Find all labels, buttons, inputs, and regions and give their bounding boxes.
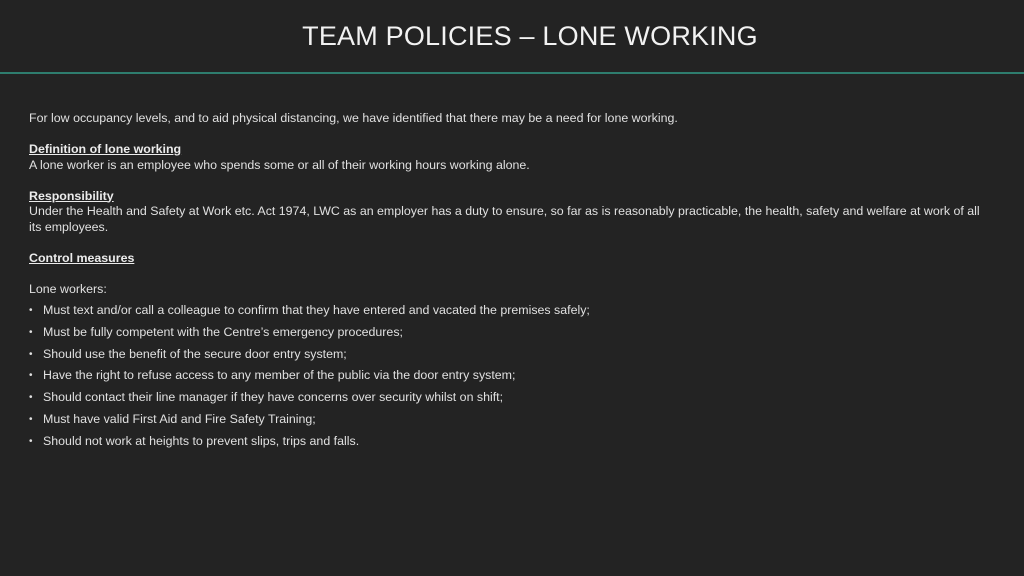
definition-text: A lone worker is an employee who spends some or all of their working hours working alone.	[29, 157, 530, 172]
slide-content	[29, 111, 989, 456]
title-divider	[0, 72, 1024, 74]
bullet-icon: •	[29, 435, 33, 447]
list-item	[29, 303, 989, 325]
control-lead-text: Lone workers:	[29, 281, 107, 296]
bullet-icon: •	[29, 348, 33, 360]
list-item-text: Must be fully competent with the Centre’s emergency procedures;	[43, 324, 403, 339]
list-item	[29, 347, 989, 369]
bullet-icon: •	[29, 305, 33, 316]
bullet-icon: •	[29, 326, 33, 338]
list-item-text: Must have valid First Aid and Fire Safety Training;	[43, 411, 316, 426]
list-item	[29, 412, 989, 434]
responsibility-heading: Responsibility	[29, 188, 114, 203]
bullet-icon: •	[29, 370, 33, 382]
list-item-text: Should not work at heights to prevent slips, trips and falls.	[43, 433, 360, 448]
list-item	[29, 325, 989, 347]
list-item-text: Should contact their line manager if they have concerns over security whilst on shift;	[43, 390, 504, 405]
definition-heading: Definition of lone working	[29, 142, 182, 156]
page-title	[0, 0, 1024, 72]
page-title-text: TEAM POLICIES – LONE WORKING	[302, 20, 758, 51]
list-item	[29, 390, 989, 412]
bullet-icon: •	[29, 392, 33, 404]
list-item-text: Should use the benefit of the secure door entry system;	[43, 346, 347, 361]
control-measures-heading: Control measures	[29, 250, 135, 265]
list-item	[29, 368, 989, 390]
responsibility-text: Under the Health and Safety at Work etc. Act 1974, LWC as an employer has a duty to ensure, so far as is reasonably practicable, the health, safety and welfare at work of all its employees.	[29, 204, 980, 234]
bullet-icon: •	[29, 413, 33, 425]
list-item-text: Have the right to refuse access to any member of the public via the door entry system;	[43, 368, 516, 383]
list-item	[29, 434, 989, 456]
control-measures-list	[29, 303, 989, 456]
intro-text: For low occupancy levels, and to aid physical distancing, we have identified that there may be a need for lone working.	[29, 111, 678, 125]
list-item-text: Must text and/or call a colleague to confirm that they have entered and vacated the premises safely;	[43, 303, 590, 317]
